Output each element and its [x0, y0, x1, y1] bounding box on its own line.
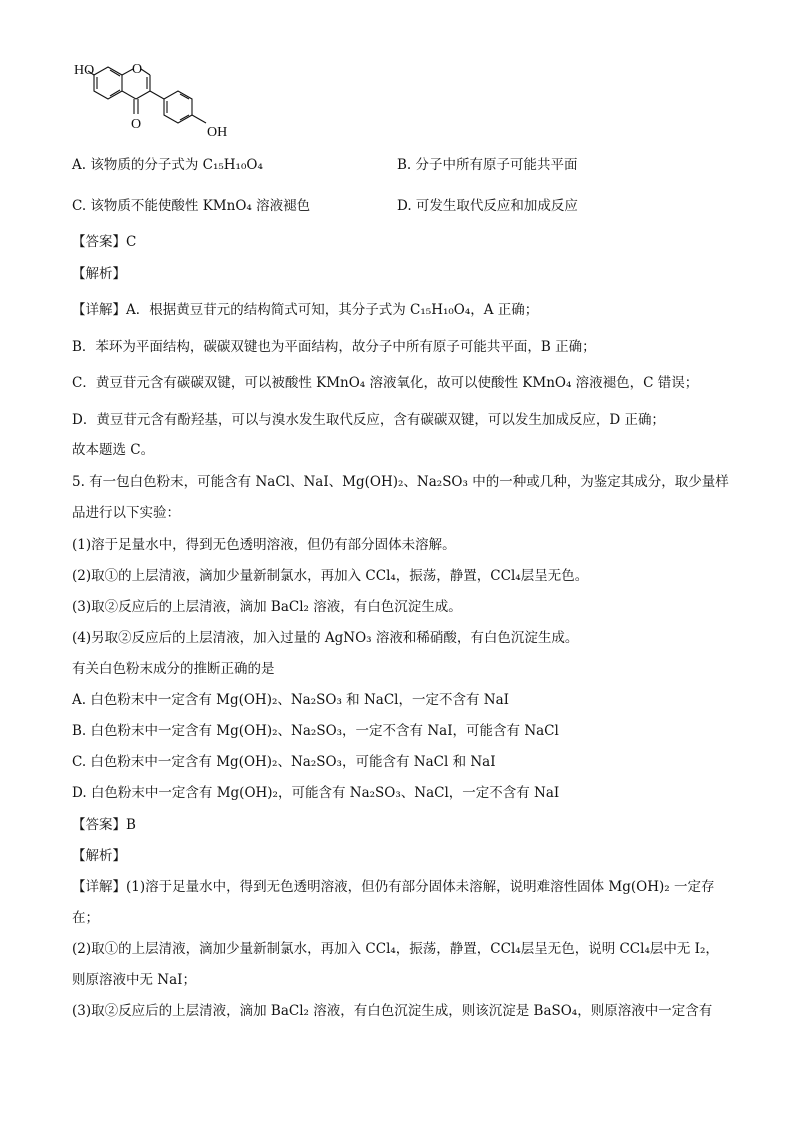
q5-option-d: D. 白色粉末中一定含有 Mg(OH)₂，可能含有 Na₂SO₃、NaCl，一定不含有 NaI [72, 785, 560, 801]
q5-detail-2-line1: (2)取①的上层清液，滴加少量新制氯水，再加入 CCl₄，振荡，静置，CCl₄层呈无色，说明 CCl₄层中无 I₂， [72, 941, 719, 957]
q4-detail-c: C．黄豆苷元含有碳碳双键，可以被酸性 KMnO₄ 溶液氧化，故可以使酸性 KMnO₄ 溶液褪色，C 错误； [72, 375, 699, 391]
q5-stem-line2: 品进行以下实验： [72, 505, 180, 521]
q4-detail-d: D．黄豆苷元含有酚羟基，可以与溴水发生取代反应，含有碳碳双键，可以发生加成反应，D 正确； [72, 412, 665, 428]
daidzein-structure-diagram [70, 52, 260, 152]
q5-detail-3-line1: (3)取②反应后的上层清液，滴加 BaCl₂ 溶液，有白色沉淀生成，则该沉淀是 BaSO₄，则原溶液中一定含有 [72, 1003, 713, 1019]
q5-question: 有关白色粉末成分的推断正确的是 [72, 661, 275, 677]
q5-step-3: (3)取②反应后的上层清液，滴加 BaCl₂ 溶液，有白色沉淀生成。 [72, 599, 462, 615]
oh-label: OH [207, 125, 228, 140]
q5-analysis-heading: 【解析】 [72, 848, 126, 864]
ring-oxygen-label: O [132, 62, 143, 77]
q5-option-b: B. 白色粉末中一定含有 Mg(OH)₂、Na₂SO₃，一定不含有 NaI，可能含有 NaCl [72, 723, 559, 739]
q4-detail-a: 【详解】A．根据黄豆苷元的结构简式可知，其分子式为 C₁₅H₁₀O₄，A 正确； [72, 302, 539, 318]
q5-detail-1-line1: 【详解】(1)溶于足量水中，得到无色透明溶液，但仍有部分固体未溶解，说明难溶性固体 Mg(OH)₂ 一定存 [72, 879, 715, 895]
q4-analysis-heading: 【解析】 [72, 266, 126, 282]
q4-option-d: D. 可发生取代反应和加成反应 [397, 198, 578, 214]
q5-answer: 【答案】B [72, 817, 136, 833]
q5-option-c: C. 白色粉末中一定含有 Mg(OH)₂、Na₂SO₃，可能含有 NaCl 和 NaI [72, 754, 496, 770]
ho-label: HO [74, 63, 95, 78]
q4-option-b: B. 分子中所有原子可能共平面 [397, 157, 578, 173]
q4-option-c: C. 该物质不能使酸性 KMnO₄ 溶液褪色 [72, 198, 311, 214]
q5-option-a: A. 白色粉末中一定含有 Mg(OH)₂、Na₂SO₃ 和 NaCl，一定不含有 NaI [72, 692, 509, 708]
q4-conclusion: 故本题选 C。 [72, 442, 155, 458]
q4-option-a: A. 该物质的分子式为 C₁₅H₁₀O₄ [72, 157, 263, 173]
q5-detail-1-line2: 在； [72, 910, 99, 926]
q5-step-1: (1)溶于足量水中，得到无色透明溶液，但仍有部分固体未溶解。 [72, 537, 456, 553]
q4-detail-b: B．苯环为平面结构，碳碳双键也为平面结构，故分子中所有原子可能共平面，B 正确； [72, 339, 596, 355]
q5-detail-2-line2: 则原溶液中无 NaI； [72, 972, 196, 988]
ketone-oxygen-label: O [131, 117, 142, 132]
q5-step-4: (4)另取②反应后的上层清液，加入过量的 AgNO₃ 溶液和稀硝酸，有白色沉淀生成。 [72, 630, 579, 646]
q4-answer: 【答案】C [72, 234, 137, 250]
q5-stem-line1: 5. 有一包白色粉末，可能含有 NaCl、NaI、Mg(OH)₂、Na₂SO₃ 中的一种或几种，为鉴定其成分，取少量样 [72, 474, 729, 490]
q5-step-2: (2)取①的上层清液，滴加少量新制氯水，再加入 CCl₄，振荡，静置，CCl₄层呈无色。 [72, 568, 589, 584]
